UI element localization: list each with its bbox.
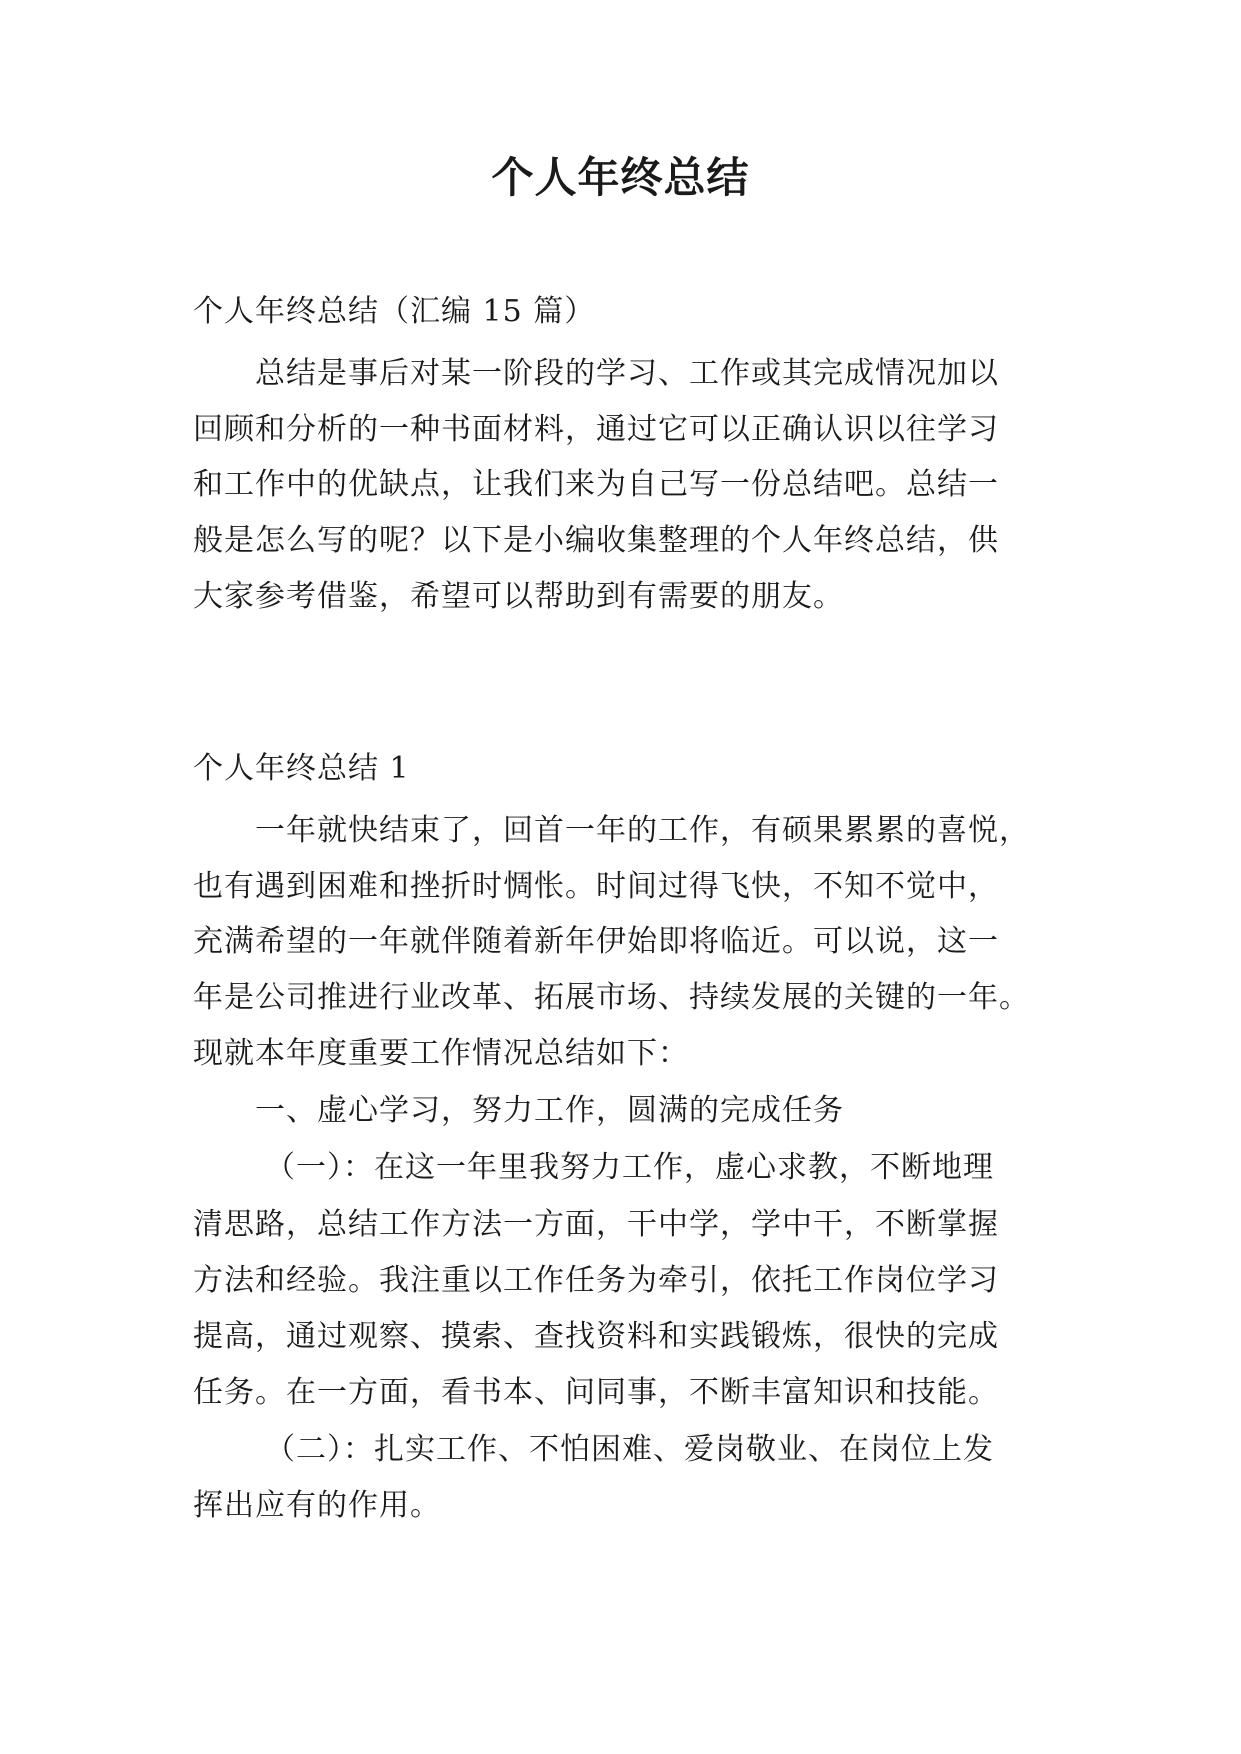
paragraph-line: 年是公司推进行业改革、拓展市场、持续发展的关键的一年。 [193, 980, 1030, 1015]
intro-line: 回顾和分析的一种书面材料，通过它可以正确认识以往学习 [193, 412, 999, 447]
document-subtitle: 个人年终总结（汇编 15 篇） [193, 294, 596, 329]
paragraph-line: 也有遇到困难和挫折时惆怅。时间过得飞快，不知不觉中， [193, 869, 999, 904]
section-heading: 个人年终总结 1 [193, 751, 410, 786]
subpoint-line: 清思路，总结工作方法一方面，干中学，学中干，不断掌握 [193, 1207, 999, 1242]
paragraph-line: 现就本年度重要工作情况总结如下： [193, 1036, 689, 1071]
subpoint-line: 挥出应有的作用。 [193, 1488, 441, 1523]
subpoint-line: 任务。在一方面，看书本、问同事，不断丰富知识和技能。 [193, 1375, 999, 1410]
paragraph-line: 充满希望的一年就伴随着新年伊始即将临近。可以说，这一 [193, 924, 999, 959]
subpoint-line: （二）：扎实工作、不怕困难、爱岗敬业、在岗位上发 [265, 1432, 994, 1467]
point-heading: 一、虚心学习，努力工作，圆满的完成任务 [255, 1093, 844, 1128]
intro-line: 般是怎么写的呢？以下是小编收集整理的个人年终总结，供 [193, 523, 999, 558]
intro-line: 大家参考借鉴，希望可以帮助到有需要的朋友。 [193, 579, 844, 614]
document-title: 个人年终总结 [491, 153, 750, 202]
paragraph-line: 一年就快结束了，回首一年的工作，有硕果累累的喜悦， [255, 813, 1030, 848]
subpoint-line: （一）：在这一年里我努力工作，虚心求教，不断地理 [265, 1150, 994, 1185]
subpoint-line: 方法和经验。我注重以工作任务为牵引，依托工作岗位学习 [193, 1263, 999, 1298]
subpoint-line: 提高，通过观察、摸索、查找资料和实践锻炼，很快的完成 [193, 1319, 999, 1354]
intro-line: 总结是事后对某一阶段的学习、工作或其完成情况加以 [255, 356, 999, 391]
intro-line: 和工作中的优缺点，让我们来为自己写一份总结吧。总结一 [193, 467, 999, 502]
